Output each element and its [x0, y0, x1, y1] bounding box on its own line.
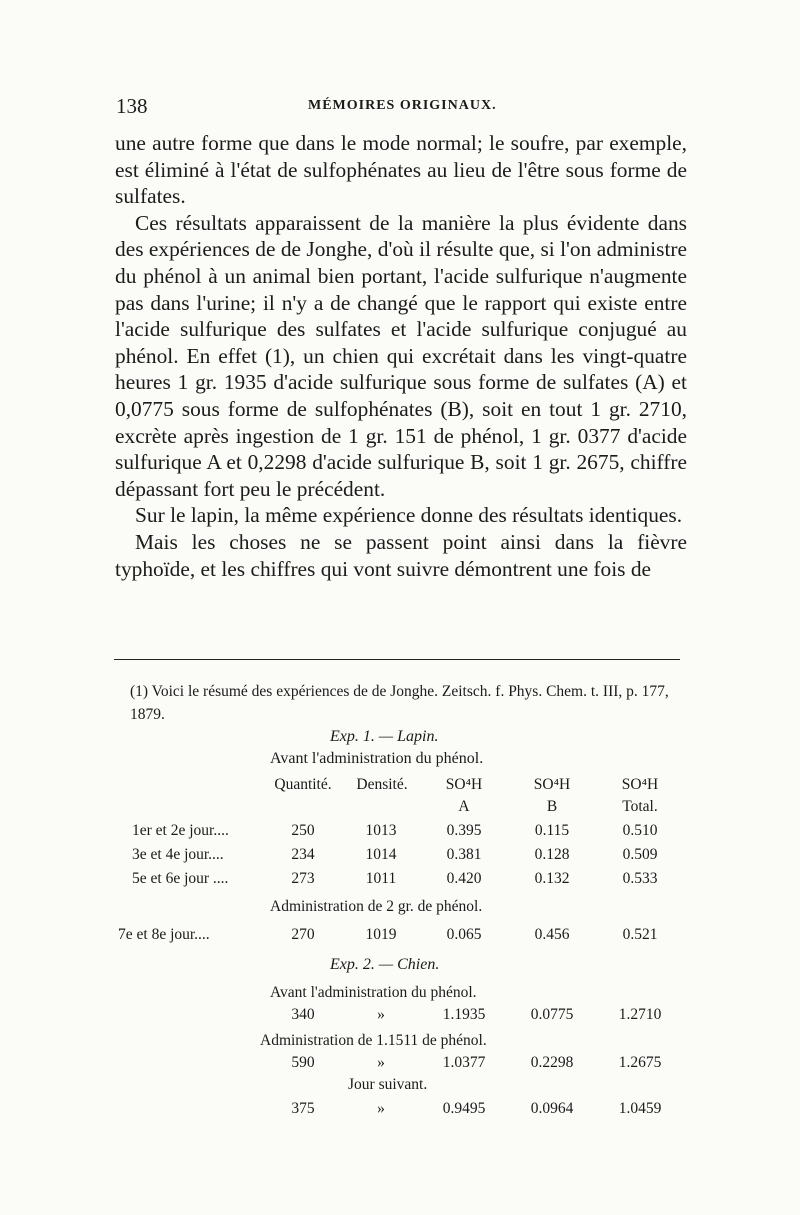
- paragraph: une autre forme que dans le mode normal; le soufre, par exemple, est éliminé à l'état de sulfophénates au lieu de l'être sous forme de sulfates.: [115, 131, 687, 209]
- cell: 250: [291, 822, 315, 839]
- exp1-table: [118, 680, 698, 1140]
- cell: 0.0964: [530, 1100, 574, 1117]
- cell: 340: [291, 1006, 315, 1023]
- paragraph: Sur le lapin, la même expérience donne des résultats identiques.: [135, 503, 683, 528]
- cell: 0.128: [534, 846, 570, 863]
- row-label: 1er et 2e jour....: [132, 822, 229, 839]
- row-label: 7e et 8e jour....: [118, 926, 210, 943]
- cell: 0.420: [446, 870, 482, 887]
- cell: 1.2675: [618, 1054, 662, 1071]
- paragraph: Ces résultats apparaissent de la manière la plus évidente dans des expériences de de Jonghe, d'où il résulte que, si l'on administre du phénol à un animal bien portant, l'acide sulfurique n'augmente pas dans l'urine; il n'y a de changé que le rapport qui existe entre l'acide sulfurique des sulfates et l'acide sulfurique conjugué au phénol. En effet (1), un chien qui excrétait dans les vingt-quatre heures 1 gr. 1935 d'acide sulfurique sous forme de sulfates (A) et 0,0775 sous forme de sulfophénates (B), soit en tout 1 gr. 2710, excrète après ingestion de 1 gr. 151 de phénol, 1 gr. 0377 d'acide sulfurique A et 0,2298 d'acide sulfurique B, soit 1 gr. 2675, chiffre dépassant fort peu le précédent.: [115, 210, 687, 501]
- cell: 1014: [365, 846, 397, 863]
- col-subheader-total: Total.: [622, 798, 658, 815]
- cell: 1.0377: [442, 1054, 486, 1071]
- cell: »: [377, 1006, 385, 1023]
- col-header-so4h-b: SO⁴H: [533, 776, 571, 793]
- col-header-so4h-total: SO⁴H: [621, 776, 659, 793]
- col-header-densite: Densité.: [356, 776, 408, 793]
- exp1-admin-caption: Administration de 2 gr. de phénol.: [270, 898, 483, 915]
- exp2-title: Exp. 2. — Chien.: [330, 956, 440, 973]
- footnote-divider: [114, 659, 680, 660]
- cell: 0.132: [534, 870, 570, 887]
- exp2-next-day-caption: Jour suivant.: [348, 1076, 428, 1093]
- cell: 1011: [365, 870, 397, 887]
- cell: 375: [291, 1100, 315, 1117]
- cell: 234: [291, 846, 315, 863]
- footnote-text: (1) Voici le résumé des expériences de de Jonghe. Zeitsch. f. Phys. Chem. t. III, p. 177, 1879.: [130, 683, 669, 723]
- cell: 0.065: [446, 926, 482, 943]
- cell: 0.510: [622, 822, 658, 839]
- main-text: [115, 130, 687, 582]
- cell: 0.381: [446, 846, 482, 863]
- cell: 1.1935: [442, 1006, 486, 1023]
- cell: 0.395: [446, 822, 482, 839]
- cell: 590: [291, 1054, 315, 1071]
- running-title: MÉMOIRES ORIGINAUX.: [308, 98, 497, 113]
- cell: 270: [291, 926, 315, 943]
- col-subheader-b: B: [546, 798, 558, 815]
- running-header: [116, 94, 696, 122]
- exp2-before-caption: Avant l'administration du phénol.: [270, 984, 477, 1001]
- cell: 0.533: [622, 870, 658, 887]
- page-number: 138: [116, 94, 148, 118]
- exp2-admin-caption: Administration de 1.1511 de phénol.: [260, 1032, 487, 1049]
- cell: 1.2710: [618, 1006, 662, 1023]
- row-label: 3e et 4e jour....: [132, 846, 224, 863]
- cell: 1019: [365, 926, 397, 943]
- cell: 0.115: [534, 822, 570, 839]
- col-subheader-a: A: [458, 798, 470, 815]
- exp1-before-caption: Avant l'administration du phénol.: [270, 750, 484, 767]
- cell: 0.9495: [442, 1100, 486, 1117]
- cell: »: [377, 1100, 385, 1117]
- exp1-title: Exp. 1. — Lapin.: [330, 728, 439, 745]
- cell: 1013: [365, 822, 397, 839]
- col-header-so4h-a: SO⁴H: [445, 776, 483, 793]
- row-label: 5e et 6e jour ....: [132, 870, 229, 887]
- col-header-quantite: Quantité.: [274, 776, 332, 793]
- paragraph: Mais les choses ne se passent point ainsi dans la fièvre typhoïde, et les chiffres qui vont suivre démontrent une fois de: [115, 529, 687, 581]
- cell: 0.456: [534, 926, 570, 943]
- cell: 1.0459: [618, 1100, 662, 1117]
- cell: »: [377, 1054, 385, 1071]
- cell: 273: [291, 870, 315, 887]
- cell: 0.2298: [530, 1054, 574, 1071]
- cell: 0.509: [622, 846, 658, 863]
- cell: 0.0775: [530, 1006, 574, 1023]
- cell: 0.521: [622, 926, 658, 943]
